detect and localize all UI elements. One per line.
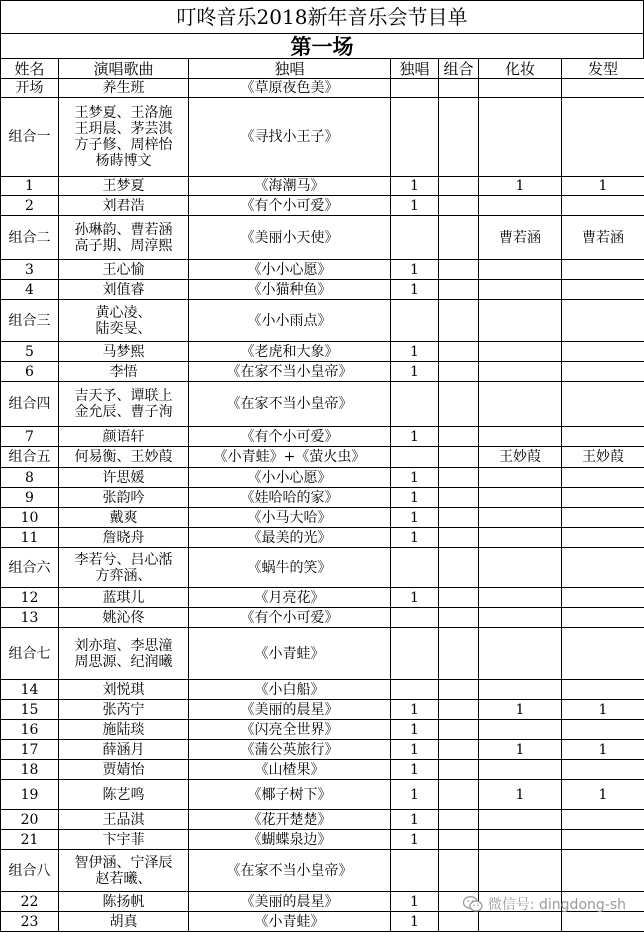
cell-song: 《草原夜色美》: [189, 79, 391, 98]
table-row: [1, 528, 644, 548]
cell-name: 23: [1, 912, 59, 932]
cell-name: 组合二: [1, 216, 59, 260]
table-row: [1, 720, 644, 740]
table-row: [1, 382, 644, 427]
cell-makeup: 曹若涵: [479, 216, 562, 260]
cell-song: 《小青蛙》+《萤火虫》: [189, 447, 391, 468]
cell-makeup: [479, 830, 562, 850]
cell-singer: 薛涵月: [59, 740, 189, 760]
cell-group: [439, 508, 479, 528]
cell-song: 《有个小可爱》: [189, 608, 391, 628]
cell-singer: 戴爽: [59, 508, 189, 528]
cell-singer: 马梦熙: [59, 342, 189, 362]
cell-name: 14: [1, 680, 59, 700]
cell-group: [439, 79, 479, 98]
cell-hair: [562, 468, 644, 488]
cell-name: 7: [1, 427, 59, 447]
cell-group: [439, 468, 479, 488]
cell-group: [439, 720, 479, 740]
cell-singer: 姚沁佟: [59, 608, 189, 628]
table-row: [1, 508, 644, 528]
cell-solo: 1: [391, 362, 439, 382]
cell-singer: 张芮宁: [59, 700, 189, 720]
cell-hair: [562, 260, 644, 280]
cell-makeup: [479, 508, 562, 528]
cell-hair: 1: [562, 177, 644, 196]
cell-group: [439, 528, 479, 548]
cell-hair: [562, 427, 644, 447]
cell-solo: [391, 79, 439, 98]
cell-makeup: 1: [479, 740, 562, 760]
cell-song: 《寻找小王子》: [189, 98, 391, 177]
cell-singer: 智伊涵、宁泽辰 赵若曦、: [59, 850, 189, 892]
cell-makeup: [479, 720, 562, 740]
cell-makeup: [479, 528, 562, 548]
cell-hair: [562, 760, 644, 780]
cell-name: 16: [1, 720, 59, 740]
cell-group: [439, 216, 479, 260]
cell-solo: [391, 98, 439, 177]
cell-name: 2: [1, 196, 59, 216]
cell-group: [439, 850, 479, 892]
watermark-text: 微信号: dingdong-sh: [487, 897, 626, 913]
cell-singer: 王品淇: [59, 810, 189, 830]
cell-song: 《月亮花》: [189, 588, 391, 608]
cell-singer: 施陆琰: [59, 720, 189, 740]
cell-solo: 1: [391, 196, 439, 216]
header-row: [1, 59, 644, 79]
cell-makeup: [479, 342, 562, 362]
cell-makeup: 1: [479, 700, 562, 720]
cell-name: 15: [1, 700, 59, 720]
cell-hair: [562, 98, 644, 177]
header-singer: 演唱歌曲: [59, 59, 189, 79]
table-row: [1, 79, 644, 98]
table-row: [1, 740, 644, 760]
cell-hair: [562, 830, 644, 850]
cell-name: 组合三: [1, 300, 59, 342]
cell-solo: [391, 300, 439, 342]
cell-hair: [562, 528, 644, 548]
cell-hair: [562, 628, 644, 680]
cell-song: 《蒲公英旅行》: [189, 740, 391, 760]
cell-makeup: [479, 760, 562, 780]
table-row: [1, 628, 644, 680]
cell-makeup: [479, 260, 562, 280]
cell-group: [439, 780, 479, 810]
cell-song: 《花开楚楚》: [189, 810, 391, 830]
cell-makeup: 1: [479, 177, 562, 196]
cell-makeup: [479, 362, 562, 382]
cell-makeup: [479, 280, 562, 300]
cell-makeup: [479, 680, 562, 700]
cell-makeup: [479, 488, 562, 508]
cell-name: 21: [1, 830, 59, 850]
cell-group: [439, 382, 479, 427]
header-makeup: 化妆: [479, 59, 562, 79]
cell-singer: 李若兮、吕心湉 方弈涵、: [59, 548, 189, 588]
cell-song: 《美丽的晨星》: [189, 892, 391, 912]
cell-makeup: 1: [479, 780, 562, 810]
cell-hair: [562, 548, 644, 588]
cell-song: 《老虎和大象》: [189, 342, 391, 362]
cell-solo: [391, 382, 439, 427]
cell-hair: [562, 488, 644, 508]
cell-hair: [562, 608, 644, 628]
cell-hair: 1: [562, 700, 644, 720]
cell-group: [439, 628, 479, 680]
cell-solo: 1: [391, 177, 439, 196]
cell-solo: [391, 680, 439, 700]
table-row: [1, 427, 644, 447]
cell-group: [439, 342, 479, 362]
cell-song: 《椰子树下》: [189, 780, 391, 810]
cell-solo: 1: [391, 780, 439, 810]
cell-solo: [391, 447, 439, 468]
cell-song: 《小青蛙》: [189, 628, 391, 680]
table-row: [1, 700, 644, 720]
cell-song: 《有个小可爱》: [189, 427, 391, 447]
cell-group: [439, 680, 479, 700]
cell-singer: 蓝琪儿: [59, 588, 189, 608]
cell-makeup: [479, 382, 562, 427]
program-rows: [1, 79, 644, 932]
cell-singer: 胡真: [59, 912, 189, 932]
cell-makeup: 王妙葭: [479, 447, 562, 468]
cell-hair: [562, 362, 644, 382]
cell-hair: [562, 680, 644, 700]
cell-name: 组合七: [1, 628, 59, 680]
table-row: [1, 196, 644, 216]
table-row: [1, 780, 644, 810]
cell-group: [439, 362, 479, 382]
cell-singer: 孙琳韵、曹若涵 高子期、周淳熙: [59, 216, 189, 260]
table-row: [1, 810, 644, 830]
cell-name: 13: [1, 608, 59, 628]
cell-song: 《小小心愿》: [189, 468, 391, 488]
cell-solo: [391, 216, 439, 260]
table-row: [1, 588, 644, 608]
header-group: 组合: [439, 59, 479, 79]
session-title: 第一场: [0, 33, 644, 58]
cell-solo: [391, 548, 439, 588]
cell-hair: [562, 850, 644, 892]
table-row: [1, 300, 644, 342]
cell-solo: 1: [391, 528, 439, 548]
table-row: [1, 468, 644, 488]
cell-song: 《海潮马》: [189, 177, 391, 196]
cell-makeup: [479, 427, 562, 447]
table-row: [1, 608, 644, 628]
cell-song: 《有个小可爱》: [189, 196, 391, 216]
cell-song: 《在家不当小皇帝》: [189, 362, 391, 382]
cell-solo: 1: [391, 830, 439, 850]
cell-singer: 吉天予、谭联上 金允辰、曹子洵: [59, 382, 189, 427]
table-row: [1, 342, 644, 362]
cell-makeup: [479, 300, 562, 342]
cell-song: 《在家不当小皇帝》: [189, 850, 391, 892]
cell-hair: [562, 508, 644, 528]
cell-group: [439, 810, 479, 830]
cell-group: [439, 98, 479, 177]
cell-makeup: [479, 810, 562, 830]
cell-hair: [562, 300, 644, 342]
program-table: [0, 58, 644, 932]
cell-name: 22: [1, 892, 59, 912]
cell-group: [439, 196, 479, 216]
cell-group: [439, 447, 479, 468]
cell-name: 18: [1, 760, 59, 780]
cell-group: [439, 548, 479, 588]
cell-hair: [562, 79, 644, 98]
table-row: [1, 548, 644, 588]
cell-singer: 陈艺鸣: [59, 780, 189, 810]
cell-group: [439, 760, 479, 780]
cell-song: 《小小心愿》: [189, 260, 391, 280]
cell-solo: 1: [391, 342, 439, 362]
cell-singer: 卞宇菲: [59, 830, 189, 850]
table-row: [1, 680, 644, 700]
cell-solo: 1: [391, 760, 439, 780]
cell-makeup: [479, 548, 562, 588]
page-title: 叮咚音乐2018新年音乐会节目单: [0, 0, 644, 33]
cell-hair: [562, 280, 644, 300]
table-row: [1, 362, 644, 382]
cell-name: 开场: [1, 79, 59, 98]
wechat-icon: [463, 896, 483, 912]
cell-hair: 王妙葭: [562, 447, 644, 468]
header-song: 独唱: [189, 59, 391, 79]
cell-singer: 张韵吟: [59, 488, 189, 508]
table-row: [1, 850, 644, 892]
cell-solo: [391, 628, 439, 680]
cell-name: 组合五: [1, 447, 59, 468]
cell-hair: 曹若涵: [562, 216, 644, 260]
cell-song: 《闪亮全世界》: [189, 720, 391, 740]
cell-group: [439, 700, 479, 720]
cell-singer: 王梦夏: [59, 177, 189, 196]
header-name: 姓名: [1, 59, 59, 79]
cell-name: 5: [1, 342, 59, 362]
cell-makeup: [479, 468, 562, 488]
cell-name: 组合一: [1, 98, 59, 177]
cell-singer: 刘悦琪: [59, 680, 189, 700]
cell-name: 12: [1, 588, 59, 608]
cell-singer: 刘君浩: [59, 196, 189, 216]
cell-singer: 王心愉: [59, 260, 189, 280]
cell-group: [439, 427, 479, 447]
table-row: [1, 760, 644, 780]
cell-singer: 何易衡、王妙葭: [59, 447, 189, 468]
cell-name: 20: [1, 810, 59, 830]
table-row: [1, 260, 644, 280]
header-solo: 独唱: [391, 59, 439, 79]
cell-hair: 1: [562, 780, 644, 810]
table-row: [1, 447, 644, 468]
cell-singer: 李悟: [59, 362, 189, 382]
cell-solo: 1: [391, 427, 439, 447]
cell-makeup: [479, 79, 562, 98]
table-row: [1, 280, 644, 300]
cell-song: 《蜗牛的笑》: [189, 548, 391, 588]
table-row: [1, 488, 644, 508]
cell-solo: 1: [391, 700, 439, 720]
cell-solo: 1: [391, 260, 439, 280]
cell-makeup: [479, 588, 562, 608]
cell-hair: [562, 196, 644, 216]
cell-name: 组合六: [1, 548, 59, 588]
cell-hair: [562, 588, 644, 608]
cell-solo: 1: [391, 280, 439, 300]
cell-solo: [391, 608, 439, 628]
cell-solo: 1: [391, 508, 439, 528]
cell-song: 《娃哈哈的家》: [189, 488, 391, 508]
cell-name: 3: [1, 260, 59, 280]
cell-song: 《蝴蝶泉边》: [189, 830, 391, 850]
table-row: [1, 177, 644, 196]
cell-group: [439, 830, 479, 850]
cell-name: 组合四: [1, 382, 59, 427]
cell-solo: [391, 850, 439, 892]
cell-group: [439, 608, 479, 628]
cell-makeup: [479, 850, 562, 892]
cell-name: 4: [1, 280, 59, 300]
cell-song: 《小青蛙》: [189, 912, 391, 932]
cell-solo: 1: [391, 912, 439, 932]
cell-group: [439, 300, 479, 342]
cell-group: [439, 177, 479, 196]
cell-song: 《小白船》: [189, 680, 391, 700]
cell-song: 《山楂果》: [189, 760, 391, 780]
cell-group: [439, 740, 479, 760]
cell-group: [439, 488, 479, 508]
cell-song: 《最美的光》: [189, 528, 391, 548]
cell-name: 19: [1, 780, 59, 810]
cell-name: 8: [1, 468, 59, 488]
cell-group: [439, 280, 479, 300]
cell-song: 《美丽的晨星》: [189, 700, 391, 720]
cell-hair: [562, 382, 644, 427]
table-row: [1, 98, 644, 177]
cell-singer: 詹晓舟: [59, 528, 189, 548]
cell-singer: 刘值睿: [59, 280, 189, 300]
cell-song: 《小猫种鱼》: [189, 280, 391, 300]
cell-makeup: [479, 98, 562, 177]
header-hair: 发型: [562, 59, 644, 79]
cell-singer: 颜语轩: [59, 427, 189, 447]
cell-singer: 黄心凌、 陆奕旻、: [59, 300, 189, 342]
cell-singer: 贾婧怡: [59, 760, 189, 780]
cell-solo: 1: [391, 468, 439, 488]
table-row: [1, 216, 644, 260]
cell-solo: 1: [391, 740, 439, 760]
cell-singer: 陈扬帆: [59, 892, 189, 912]
cell-hair: [562, 720, 644, 740]
cell-hair: [562, 810, 644, 830]
cell-singer: 养生班: [59, 79, 189, 98]
cell-solo: 1: [391, 588, 439, 608]
cell-hair: 1: [562, 740, 644, 760]
cell-makeup: [479, 196, 562, 216]
cell-makeup: [479, 608, 562, 628]
cell-song: 《小马大哈》: [189, 508, 391, 528]
cell-solo: 1: [391, 810, 439, 830]
cell-group: [439, 588, 479, 608]
cell-group: [439, 260, 479, 280]
cell-name: 组合八: [1, 850, 59, 892]
cell-name: 10: [1, 508, 59, 528]
cell-solo: 1: [391, 892, 439, 912]
cell-singer: 王梦夏、王洛施 王玥晨、茅芸淇 方子修、周梓怡 杨蒔博文: [59, 98, 189, 177]
watermark: [463, 893, 626, 915]
cell-hair: [562, 342, 644, 362]
cell-singer: 刘亦瑄、李思潼 周思源、纪润曦: [59, 628, 189, 680]
table-row: [1, 830, 644, 850]
cell-name: 11: [1, 528, 59, 548]
cell-song: 《小小雨点》: [189, 300, 391, 342]
cell-song: 《美丽小天使》: [189, 216, 391, 260]
cell-name: 17: [1, 740, 59, 760]
cell-name: 6: [1, 362, 59, 382]
cell-name: 9: [1, 488, 59, 508]
cell-solo: 1: [391, 720, 439, 740]
cell-singer: 许思媛: [59, 468, 189, 488]
cell-solo: 1: [391, 488, 439, 508]
cell-makeup: [479, 628, 562, 680]
cell-name: 1: [1, 177, 59, 196]
cell-song: 《在家不当小皇帝》: [189, 382, 391, 427]
